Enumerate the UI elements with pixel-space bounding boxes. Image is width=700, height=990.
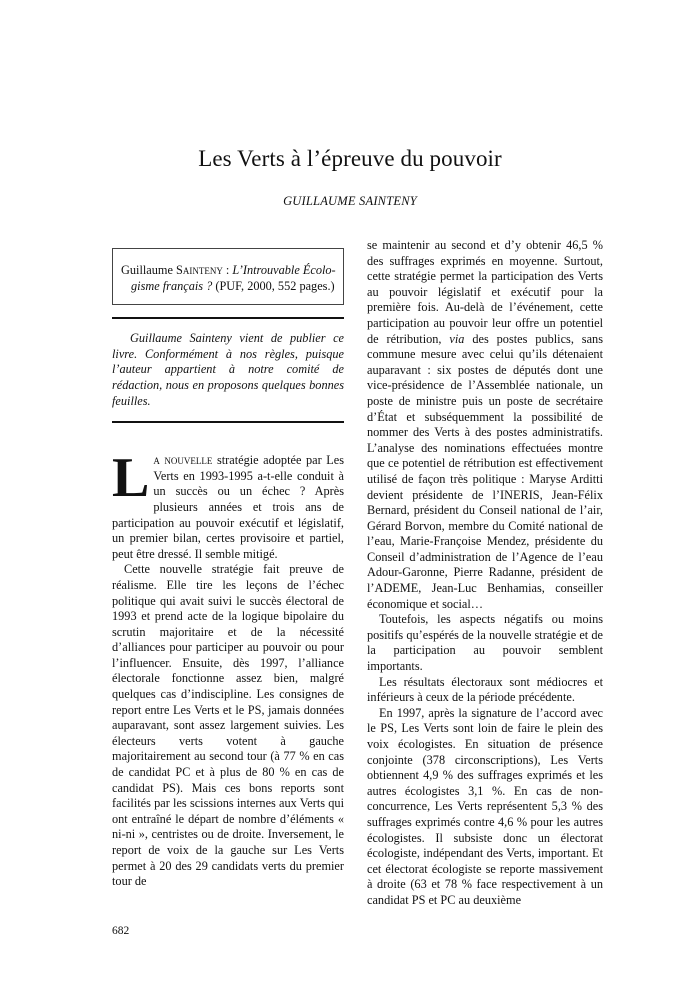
editorial-intro <box>112 331 344 409</box>
body-paragraph: Les résultats électoraux sont médiocres et inférieurs à ceux de la période précédente. <box>367 674 603 705</box>
body-paragraph: En 1997, après la signature de l’accord avec le PS, Les Verts sont loin de faire le plein des voix écologistes. En situation de présence conjointe (378 circonscriptions), Les Verts obtiennent 4,9 % des suffrages exprimés et les autres écologistes 3,1 %. En cas de non-concurrence, Les Verts représentent 5,3 % des suffrages exprimés contre 4,6 % pour les autres écologistes. Il subsiste donc un électorat écologiste, indépendant des Verts, important. Et cet électorat écologiste se reporte massivement à droite (63 et 78 % face respectivement à un candidat PS et PC au deuxième <box>367 705 603 907</box>
divider-top <box>112 317 344 319</box>
body-paragraph: se maintenir au second et d’y obtenir 46,5 % des suffrages exprimés en moyenne. Surtout, cette stratégie permet la participation des Verts au pouvoir législatif et exécutif pour la première fois. Au-delà de l’événement, cette participation au pouvoir leur offre un potentiel de rétribution, via des postes publics, sans commune mesure avec celui qu’ils détenaient auparavant : six postes de députés dont une vice-présidence de l’Assemblée nationale, un poste de ministre puis un poste de secrétaire d’État et subséquemment la possibilité de nommer des Verts à des postes administratifs. L’analyse des nominations effectuées montre que ce potentiel de rétribution est effectivement utilisé de façon très politique : Maryse Arditti devient présidente de l’INERIS, Jean-Félix Bernard, président du Conseil national de l’air, Gérard Borvon, membre du Comité national de l’eau, Marie-Françoise Mendez, présidente du Conseil d’administration de l’Agence de l’eau Adour-Garonne, Pierre Radanne, président de l’ADEME, Jean-Luc Benhamias, conseiller économique et social… <box>367 238 603 611</box>
intro-text: Guillaume Sainteny vient de publier ce livre. Conformément à nos règles, puisque l’auteur appartient à notre comité de rédaction, nous en proposons quelques bonnes feuilles. <box>112 331 344 408</box>
body-column-left <box>112 447 344 890</box>
ref-separator: : <box>222 263 233 277</box>
left-column <box>112 248 344 890</box>
via-word: via <box>449 331 465 346</box>
ref-book-title-part1: L’Introuvable Écolo- <box>232 263 336 277</box>
lead-words: a nouvelle <box>153 453 213 468</box>
drop-cap: L <box>112 447 150 510</box>
article-title: Les Verts à l’épreuve du pouvoir <box>198 146 502 171</box>
ref-author-last: Sainteny <box>175 263 223 277</box>
ref-book-title-part2: gisme français ? <box>131 278 213 293</box>
body-paragraph: La nouvelle stratégie adoptée par Les Verts en 1993-1995 a-t-elle conduit à un succès ou un échec ? Après plusieurs années et trois ans de participation au pouvoir exécutif et législatif, un premier bilan, certes provisoire et partiel, peut être dressé. Il semble mitigé. <box>112 447 344 561</box>
page-number: 682 <box>112 925 130 937</box>
ref-publication: (PUF, 2000, 552 pages.) <box>212 278 335 293</box>
body-column-right <box>367 238 603 909</box>
book-reference-box <box>112 248 344 305</box>
body-paragraph: Cette nouvelle stratégie fait preuve de réalisme. Elle tire les leçons de l’échec politique qui avait suivi le succès électoral de 1993 et prend acte de la logique bipolaire du scrutin majoritaire et de la nécessité d’alliances pour participer au pouvoir ou pour l’influencer. Ensuite, dès 1997, l’alliance électorale fonctionne assez bien, malgré quelques cas d’indiscipline. Les consignes de report entre Les Verts et le PS, jamais données auparavant, sont assez largement suivies. Les électeurs verts votent à gauche majoritairement au second tour (à 77 % en cas de candidat PC et à plus de 80 % en cas de candidat PS). Mais ces bons reports sont facilités par les scissions internes aux Verts qui ont entraîné le départ de nombre d’éléments « ni-ni », centristes ou de droite. Inversement, le report de voix de la gauche sur Les Verts permet à 20 des 29 candidats verts du premier tour de <box>112 562 344 889</box>
divider-bottom <box>112 421 344 423</box>
ref-author-first: Guillaume <box>121 263 176 277</box>
body-paragraph: Toutefois, les aspects négatifs ou moins positifs qu’espérés de la nouvelle stratégie et de la participation au pouvoir semblent importants. <box>367 612 603 674</box>
article-author: GUILLAUME SAINTENY <box>283 194 417 208</box>
